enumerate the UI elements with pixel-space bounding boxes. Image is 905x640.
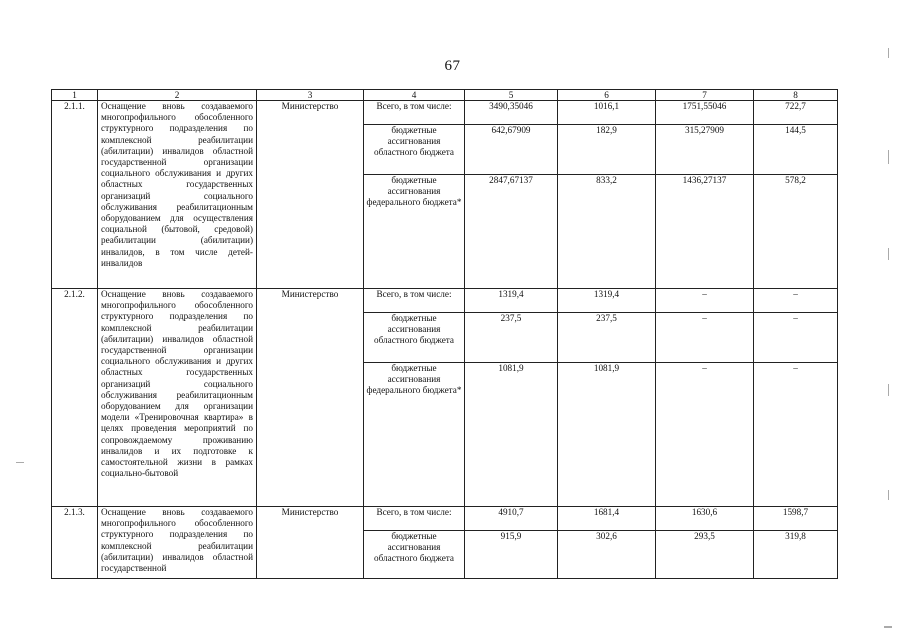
value-cell: 3490,35046 bbox=[465, 101, 558, 125]
value-cell: 915,9 bbox=[465, 531, 558, 579]
funding-source: бюджетные ассигнования областного бюджета bbox=[364, 313, 465, 363]
funding-source: бюджетные ассигнования федерального бюджета* bbox=[364, 363, 465, 507]
value-cell: – bbox=[754, 363, 838, 507]
value-cell: – bbox=[754, 313, 838, 363]
column-header: 6 bbox=[558, 90, 656, 101]
page-number: 67 bbox=[444, 58, 461, 74]
value-cell: 1319,4 bbox=[465, 289, 558, 313]
table-row bbox=[52, 289, 838, 313]
value-cell: 1436,27137 bbox=[656, 175, 754, 289]
column-header: 8 bbox=[754, 90, 838, 101]
funding-source: бюджетные ассигнования федерального бюджета* bbox=[364, 175, 465, 289]
value-cell: – bbox=[656, 363, 754, 507]
value-cell: 642,67909 bbox=[465, 125, 558, 175]
funding-source: бюджетные ассигнования областного бюджета bbox=[364, 125, 465, 175]
value-cell: 319,8 bbox=[754, 531, 838, 579]
value-cell: 1681,4 bbox=[558, 507, 656, 531]
item-description: Оснащение вновь создаваемого многопрофильного обособленного структурного подразделения по комплексной реабилитации (абилитации) инвалидов областной государственной bbox=[98, 507, 257, 579]
scan-mark bbox=[16, 462, 24, 463]
value-cell: 315,27909 bbox=[656, 125, 754, 175]
funding-source: Всего, в том числе: bbox=[364, 507, 465, 531]
value-cell: 1751,55046 bbox=[656, 101, 754, 125]
item-executor: Министерство bbox=[257, 507, 364, 579]
value-cell: 833,2 bbox=[558, 175, 656, 289]
value-cell: 722,7 bbox=[754, 101, 838, 125]
value-cell: 2847,67137 bbox=[465, 175, 558, 289]
header-row bbox=[52, 90, 838, 101]
value-cell: 578,2 bbox=[754, 175, 838, 289]
value-cell: 237,5 bbox=[558, 313, 656, 363]
value-cell: 1319,4 bbox=[558, 289, 656, 313]
value-cell: – bbox=[754, 289, 838, 313]
value-cell: – bbox=[656, 313, 754, 363]
funding-source: бюджетные ассигнования областного бюджета bbox=[364, 531, 465, 579]
value-cell: 293,5 bbox=[656, 531, 754, 579]
scan-mark bbox=[888, 150, 889, 164]
value-cell: 144,5 bbox=[754, 125, 838, 175]
funding-source: Всего, в том числе: bbox=[364, 289, 465, 313]
table-row bbox=[52, 507, 838, 531]
budget-table bbox=[51, 89, 838, 579]
funding-source: Всего, в том числе: bbox=[364, 101, 465, 125]
item-code: 2.1.1. bbox=[52, 101, 98, 289]
value-cell: 1081,9 bbox=[558, 363, 656, 507]
column-header: 5 bbox=[465, 90, 558, 101]
value-cell: 1016,1 bbox=[558, 101, 656, 125]
column-header: 1 bbox=[52, 90, 98, 101]
value-cell: 302,6 bbox=[558, 531, 656, 579]
item-description: Оснащение вновь создаваемого многопрофильного обособленного структурного подразделения по комплексной реабилитации (абилитации) инвалидов областной государственной организации социального обслуживания и других областных государственных организаций социального обслуживания реабилитационным оборудованием для организации модели «Тренировочная квартира» в целях проведения мероприятий по сопровождаемому проживанию инвалидов и их подготовке к самостоятельной жизни в рамках социально-бытовой bbox=[98, 289, 257, 507]
item-executor: Министерство bbox=[257, 101, 364, 289]
value-cell: 1630,6 bbox=[656, 507, 754, 531]
scan-mark bbox=[884, 626, 892, 628]
table-row bbox=[52, 101, 838, 125]
column-header: 7 bbox=[656, 90, 754, 101]
value-cell: 182,9 bbox=[558, 125, 656, 175]
scan-mark bbox=[888, 48, 889, 58]
value-cell: 4910,7 bbox=[465, 507, 558, 531]
value-cell: 1598,7 bbox=[754, 507, 838, 531]
scan-mark bbox=[888, 490, 889, 500]
column-header: 4 bbox=[364, 90, 465, 101]
item-executor: Министерство bbox=[257, 289, 364, 507]
scan-mark bbox=[888, 384, 889, 396]
value-cell: – bbox=[656, 289, 754, 313]
value-cell: 237,5 bbox=[465, 313, 558, 363]
value-cell: 1081,9 bbox=[465, 363, 558, 507]
item-code: 2.1.2. bbox=[52, 289, 98, 507]
column-header: 3 bbox=[257, 90, 364, 101]
scan-mark bbox=[888, 248, 889, 260]
column-header: 2 bbox=[98, 90, 257, 101]
item-description: Оснащение вновь создаваемого многопрофильного обособленного структурного подразделения по комплексной реабилитации (абилитации) инвалидов областной государственной организации социального обслуживания и других областных государственных организаций социального обслуживания реабилитационным оборудованием для осуществления социальной (бытовой, средовой) реабилитации (абилитации) инвалидов, в том числе детей-инвалидов bbox=[98, 101, 257, 289]
item-code: 2.1.3. bbox=[52, 507, 98, 579]
